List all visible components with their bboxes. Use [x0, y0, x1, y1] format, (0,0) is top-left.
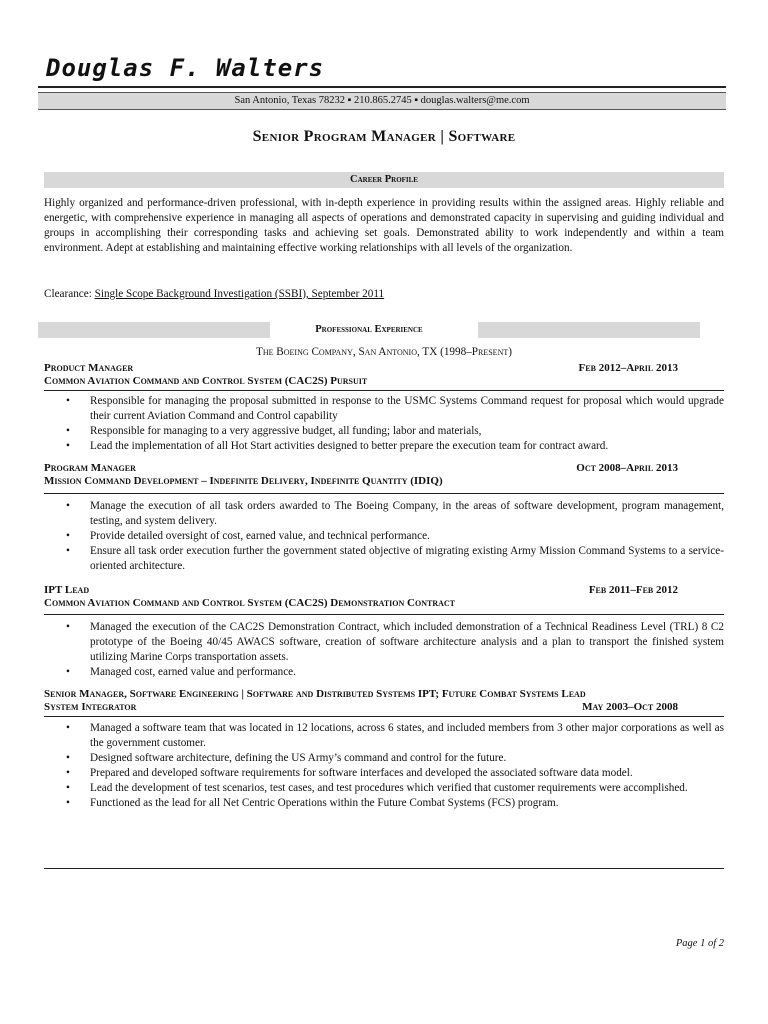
role-bullets	[44, 499, 724, 574]
bullet-item: • Functioned as the lead for all Net Centric Operations within the Future Combat Systems (FCS) program.	[44, 796, 724, 811]
career-profile-heading	[44, 172, 724, 188]
career-profile-text: Highly organized and performance-driven professional, with in-depth experience in providing results within the assigned areas. Highly reliable and energetic, with comprehensive experience in managing all aspects of operations and demonstrated capacity in supervising and guiding individual and groups in accomplishing their corresponding tasks and achieving set goals. Demonstrated ability to work independently and within a team environment. Adept at establishing and maintaining effective working relationships with all levels of the organization.	[44, 197, 724, 254]
candidate-name: Douglas F. Walters	[46, 54, 325, 82]
role-bullets	[44, 721, 724, 811]
role-title: Senior Manager, Software Engineering | Software and Distributed Systems IPT; Future Combat Systems Lead	[44, 688, 586, 700]
role-project: Mission Command Development – Indefinite Delivery, Indefinite Quantity (IDIQ)	[44, 475, 443, 487]
header-rule	[38, 86, 726, 88]
bullet-item: • Designed software architecture, defining the US Army’s command and control for the future.	[44, 751, 724, 766]
bullet-item: • Ensure all task order execution further the government stated objective of migrating existing Army Mission Command Systems to a service-oriented architecture.	[44, 544, 724, 574]
bullet-item: • Lead the development of test scenarios, test cases, and test procedures which verified that customer requirements were accomplished.	[44, 781, 724, 796]
bullet-item: • Managed the execution of the CAC2S Demonstration Contract, which included demonstration of a Technical Readiness Level (TRL) 8 C2 prototype of the Boeing 40/45 AWACS software, creation of software architecture analysis and a plan to transport the finished system utilizing Marine Corps transportation assets.	[44, 620, 724, 665]
role-title: Program Manager	[44, 462, 136, 474]
role-title-continued: System Integrator	[44, 701, 137, 713]
role-dates: Feb 2012–April 2013	[578, 362, 678, 374]
role-rule	[44, 390, 724, 391]
bullet-item: • Manage the execution of all task orders awarded to The Boeing Company, in the areas of software development, program management, testing, and system delivery.	[44, 499, 724, 529]
bullet-item: • Responsible for managing the proposal submitted in response to the USMC Systems Command request for proposal which would upgrade their current Aviation Command and Control capability	[44, 394, 724, 424]
role-rule	[44, 614, 724, 615]
role-header	[44, 584, 678, 610]
role-rule	[44, 493, 724, 494]
bullet-item: • Managed a software team that was located in 12 locations, across 6 states, and included members from 3 other major corporations as well as the government customer.	[44, 721, 724, 751]
role-title: IPT Lead	[44, 584, 90, 596]
contact-info: San Antonio, Texas 78232 ▪ 210.865.2745 ▪ douglas.walters@me.com	[234, 95, 530, 106]
clearance-value: Single Scope Background Investigation (SSBI), September 2011	[94, 288, 385, 300]
company-line: The Boeing Company, San Antonio, TX (1998–Present)	[256, 346, 512, 358]
role-header	[44, 688, 724, 714]
role-project: Common Aviation Command and Control System (CAC2S) Pursuit	[44, 375, 368, 387]
bullet-item: • Provide detailed oversight of cost, earned value, and technical performance.	[44, 529, 724, 544]
role-bullets	[44, 620, 724, 680]
headline: Senior Program Manager | Software	[252, 128, 516, 145]
role-project: Common Aviation Command and Control System (CAC2S) Demonstration Contract	[44, 597, 455, 609]
role-bullets	[44, 394, 724, 454]
role-title: Product Manager	[44, 362, 134, 374]
page-number: Page 1 of 2	[675, 938, 724, 949]
footer-rule	[44, 868, 724, 869]
role-dates: May 2003–Oct 2008	[582, 701, 678, 713]
role-dates: Oct 2008–April 2013	[576, 462, 678, 474]
contact-band	[38, 92, 726, 110]
role-rule	[44, 716, 724, 717]
professional-experience-label: Professional Experience	[315, 324, 423, 335]
role-dates: Feb 2011–Feb 2012	[588, 584, 678, 596]
role-header	[44, 362, 678, 388]
bullet-item: • Responsible for managing to a very aggressive budget, all funding; labor and materials,	[44, 424, 724, 439]
bullet-item: • Managed cost, earned value and performance.	[44, 665, 724, 680]
bullet-item: • Prepared and developed software requirements for software interfaces and developed the associated software data model.	[44, 766, 724, 781]
bullet-item: • Lead the implementation of all Hot Start activities designed to better prepare the execution team for contract award.	[44, 439, 724, 454]
professional-experience-heading	[38, 322, 700, 338]
clearance-label: Clearance:	[44, 288, 92, 300]
role-header	[44, 462, 678, 488]
career-profile-heading-text: Career Profile	[350, 174, 418, 185]
clearance-line	[44, 287, 384, 302]
